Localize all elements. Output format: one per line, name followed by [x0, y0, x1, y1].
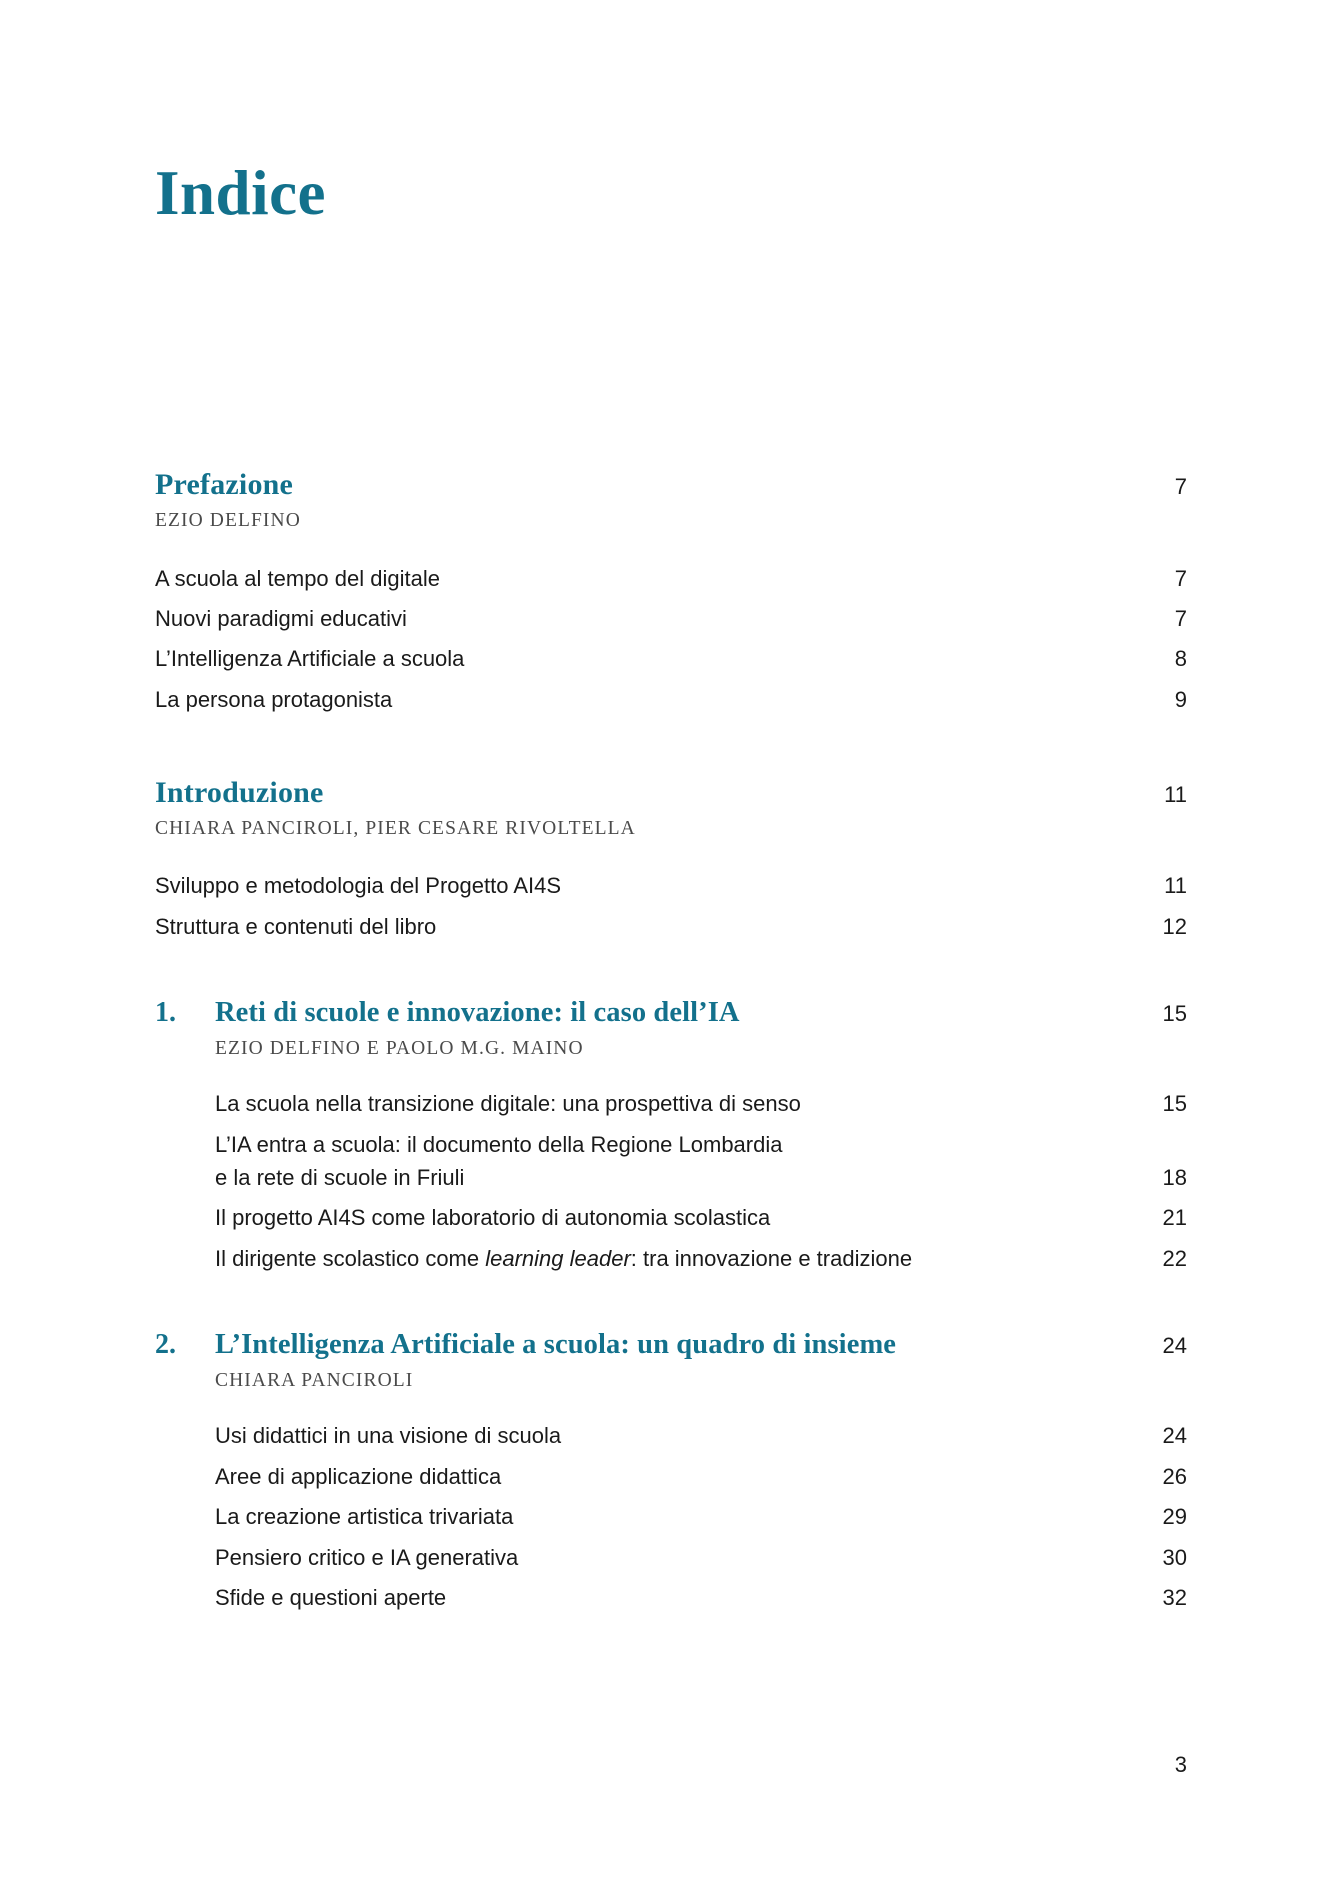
- toc-entry[interactable]: [215, 1238, 1187, 1278]
- toc-entry-label: [215, 1242, 1163, 1275]
- toc-part-heading[interactable]: [155, 776, 1187, 809]
- toc-entry-page-number: 30: [1162, 1544, 1187, 1570]
- section-spacer: [155, 1279, 1187, 1329]
- toc-entry[interactable]: [215, 1084, 1187, 1124]
- toc-entry-line: Pensiero critico e IA generativa: [215, 1544, 519, 1570]
- toc-entry-line: Sviluppo e metodologia del Progetto AI4S: [155, 873, 562, 899]
- toc-entry-page-number: 24: [1162, 1423, 1187, 1449]
- toc-entry[interactable]: [215, 1497, 1187, 1537]
- toc-entry-label: [215, 1460, 1163, 1493]
- toc-entry-page-number: 18: [1162, 1165, 1187, 1190]
- toc-entry-label: [215, 1500, 1163, 1533]
- toc-chapter-number: 1.: [155, 996, 176, 1028]
- toc-entry-line: L’Intelligenza Artificiale a scuola: [155, 646, 465, 672]
- toc-entry-label: [215, 1128, 1163, 1195]
- toc-entry-label: [215, 1201, 1163, 1234]
- toc-entry[interactable]: [215, 1578, 1187, 1618]
- toc-entry-list: [155, 558, 1187, 720]
- toc-entry-page-number: 7: [1174, 565, 1187, 591]
- page-title: Indice: [155, 158, 327, 229]
- toc-chapter-heading[interactable]: [155, 1329, 1187, 1361]
- toc-chapter-heading[interactable]: [155, 997, 1187, 1029]
- toc-chapter: [155, 1329, 1187, 1618]
- toc-part-title: Prefazione: [155, 468, 294, 501]
- toc-chapter-page-number: 24: [1162, 1332, 1187, 1358]
- toc-entry[interactable]: [155, 679, 1187, 719]
- toc-entry-line: e la rete di scuole in Friuli: [215, 1165, 465, 1190]
- toc-part-heading[interactable]: [155, 468, 1187, 501]
- toc-chapter-title: Reti di scuole e innovazione: il caso dell’IA: [215, 996, 740, 1028]
- toc-content: [155, 468, 1187, 1618]
- toc-chapter-heading-left: [155, 1329, 1163, 1361]
- toc-entry-page-number: 15: [1162, 1091, 1187, 1117]
- toc-entry-line: Sfide e questioni aperte: [215, 1585, 447, 1611]
- toc-entry[interactable]: [155, 866, 1187, 906]
- toc-entry-line: La persona protagonista: [155, 686, 393, 712]
- toc-chapter-authors: EZIO DELFINO E PAOLO M.G. MAINO: [215, 1037, 584, 1059]
- toc-entry[interactable]: [215, 1537, 1187, 1577]
- toc-entry-page-number: 32: [1162, 1585, 1187, 1611]
- toc-entry[interactable]: [215, 1124, 1187, 1198]
- toc-chapter-title: L’Intelligenza Artificiale a scuola: un quadro di insieme: [215, 1328, 897, 1360]
- toc-entry-label: [215, 1419, 1163, 1452]
- toc-entry-line: L’IA entra a scuola: il documento della Regione Lombardia: [215, 1131, 783, 1157]
- toc-entry-page-number: 26: [1162, 1463, 1187, 1489]
- toc-part-title: Introduzione: [155, 775, 324, 809]
- toc-entry-page-number: 7: [1174, 605, 1187, 631]
- toc-entry-page-number: 11: [1164, 873, 1187, 899]
- toc-part-page-number: 7: [1174, 474, 1187, 499]
- toc-entry-line: Il progetto AI4S come laboratorio di autonomia scolastica: [215, 1205, 771, 1231]
- toc-entry-label: [155, 562, 1175, 595]
- toc-chapter-number: 2.: [155, 1328, 176, 1360]
- toc-entry-line: Usi didattici in una visione di scuola: [215, 1423, 562, 1449]
- section-spacer: [155, 720, 1187, 776]
- section-spacer: [155, 947, 1187, 997]
- toc-part: [155, 468, 1187, 720]
- toc-entry-line: Struttura e contenuti del libro: [155, 913, 437, 939]
- toc-entry-label: [155, 910, 1163, 943]
- toc-entry[interactable]: [215, 1456, 1187, 1496]
- toc-entry-label: [215, 1581, 1163, 1614]
- toc-entry-page-number: 12: [1162, 913, 1187, 939]
- toc-entry-line: A scuola al tempo del digitale: [155, 565, 440, 591]
- toc-part-page-number: 11: [1164, 781, 1187, 807]
- toc-entry-page-number: 8: [1174, 646, 1187, 672]
- toc-chapter-heading-left: [155, 997, 1163, 1029]
- page-folio: 3: [1174, 1752, 1187, 1777]
- toc-part-authors: EZIO DELFINO: [155, 510, 301, 531]
- toc-entry-list: [155, 866, 1187, 947]
- toc-entry[interactable]: [155, 558, 1187, 598]
- toc-entry[interactable]: [155, 639, 1187, 679]
- toc-entry-label: [155, 602, 1175, 635]
- toc-chapter-authors: CHIARA PANCIROLI: [215, 1369, 414, 1391]
- toc-entry-line: La creazione artistica trivariata: [215, 1504, 514, 1530]
- toc-chapter: [155, 997, 1187, 1279]
- toc-part-authors: CHIARA PANCIROLI, PIER CESARE RIVOLTELLA: [155, 817, 636, 839]
- toc-entry-list: [215, 1084, 1187, 1279]
- toc-entry-page-number: 9: [1174, 686, 1187, 712]
- toc-entry[interactable]: [155, 906, 1187, 946]
- toc-entry-label: [155, 683, 1175, 716]
- toc-entry[interactable]: [215, 1198, 1187, 1238]
- toc-entry-label: [155, 642, 1175, 675]
- toc-entry-line: Il dirigente scolastico come learning leader: tra innovazione e tradizione: [215, 1245, 913, 1271]
- toc-entry-label: [215, 1087, 1163, 1120]
- toc-entry-line: Aree di applicazione didattica: [215, 1463, 502, 1489]
- toc-entry-line: La scuola nella transizione digitale: una prospettiva di senso: [215, 1091, 801, 1117]
- toc-entry[interactable]: [155, 598, 1187, 638]
- toc-entry-label: [215, 1541, 1163, 1574]
- toc-entry-list: [215, 1416, 1187, 1618]
- toc-entry-label: [155, 869, 1164, 902]
- toc-entry-page-number: 22: [1162, 1245, 1187, 1271]
- toc-entry[interactable]: [215, 1416, 1187, 1456]
- toc-entry-page-number: 29: [1162, 1504, 1187, 1530]
- toc-part: [155, 776, 1187, 947]
- toc-entry-page-number: 21: [1162, 1205, 1187, 1231]
- toc-entry-line: Nuovi paradigmi educativi: [155, 605, 407, 631]
- toc-chapter-page-number: 15: [1162, 1000, 1187, 1026]
